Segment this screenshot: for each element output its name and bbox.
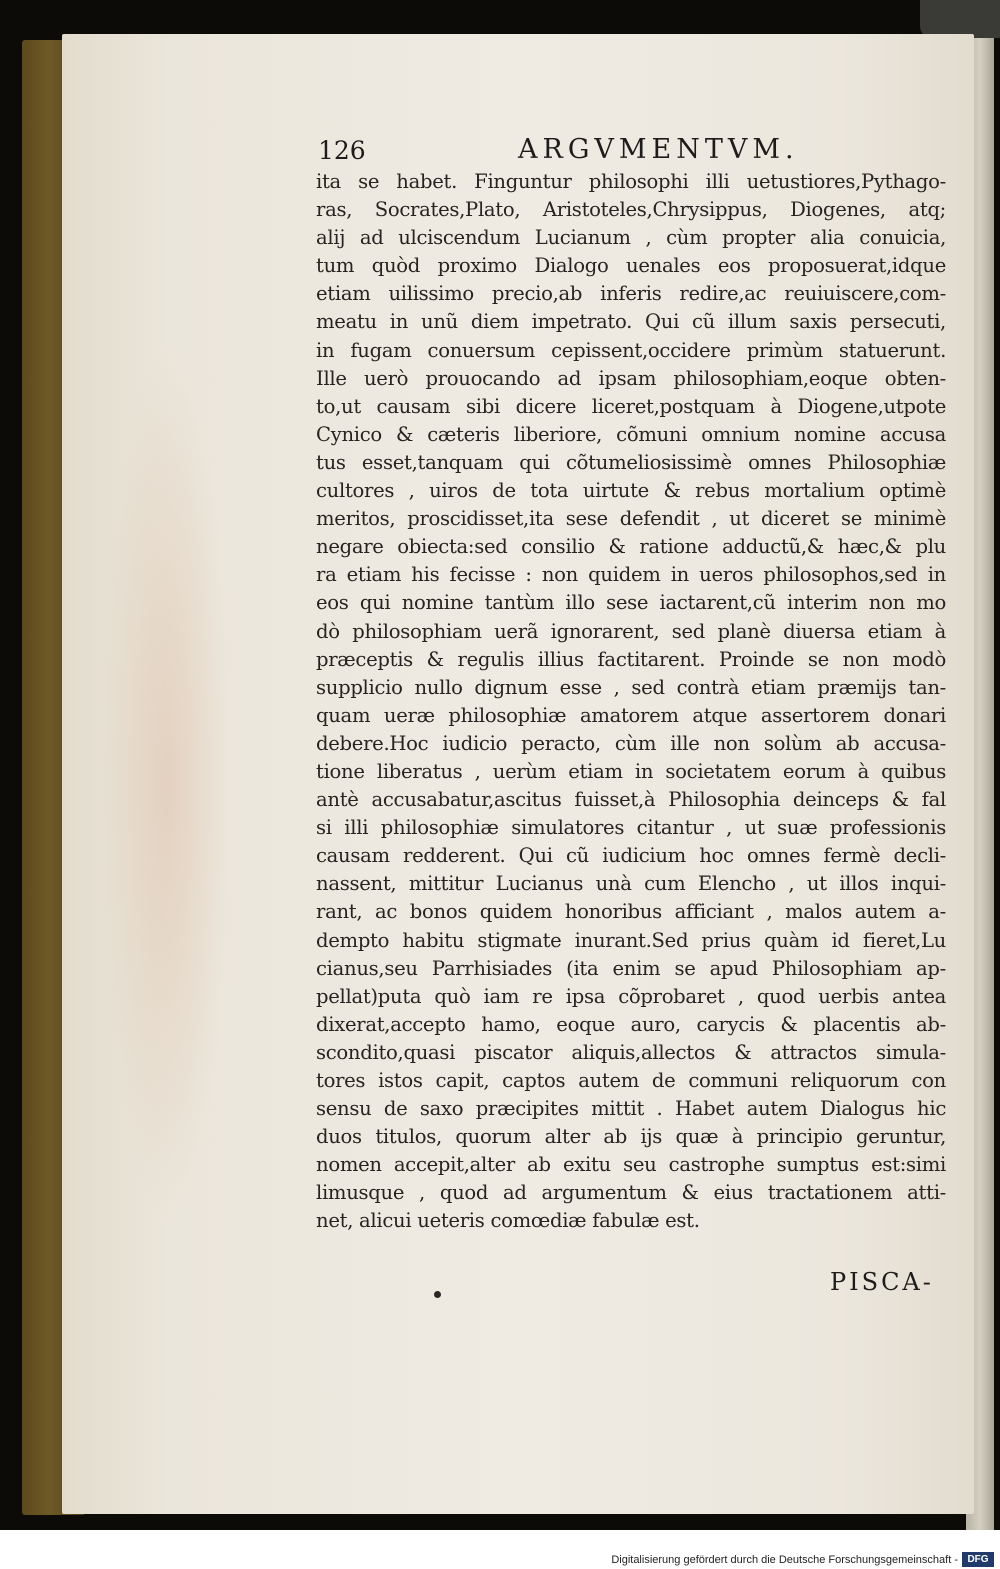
text-line: etiam uilissimo precio,ab inferis redire,ac reuiuiscere,com- <box>316 282 946 306</box>
text-line: Ille uerò prouocando ad ipsam philosophiam,eoque obten- <box>316 366 946 390</box>
text-line: rant, ac bonos quidem honoribus afficiant , malos autem a- <box>316 900 946 924</box>
funding-note: Digitalisierung gefördert durch die Deutsche Forschungsgemeinschaft - <box>611 1554 958 1566</box>
text-line: præceptis & regulis illius factitarent. Proinde se non modò <box>316 647 946 671</box>
text-line: ita se habet. Finguntur philosophi illi uetustiores,Pythago- <box>316 170 946 193</box>
text-line: cianus,seu Parrhisiades (ita enim se apud Philosophiam ap- <box>316 956 946 980</box>
text-line: tores istos capit, captos autem de communi reliquorum con <box>316 1069 946 1092</box>
text-line: tum quòd proximo Dialogo uenales eos proposuerat,idque <box>316 254 946 278</box>
text-line: alij ad ulciscendum Lucianum , cùm propter alia conuicia, <box>316 226 946 250</box>
text-line: sensu de saxo præcipites mittit . Habet autem Dialogus hic <box>316 1097 946 1121</box>
text-line: debere.Hoc iudicio peracto, cùm ille non solùm ab accusa- <box>316 731 946 755</box>
printer-dot-mark <box>434 1291 441 1298</box>
text-line: duos titulos, quorum alter ab ijs quæ à principio geruntur, <box>316 1125 946 1149</box>
text-line: causam redderent. Qui cũ iudicium hoc omnes fermè decli- <box>316 844 946 868</box>
text-line: ras, Socrates,Plato, Aristoteles,Chrysippus, Diogenes, atq; <box>316 198 946 222</box>
page-stack-top-corner <box>920 0 1000 38</box>
text-line: ra etiam his fecisse : non quidem in ueros philosophos,sed in <box>316 563 946 587</box>
page-header <box>318 134 938 170</box>
text-line: tione liberatus , uerùm etiam in societatem eorum à quibus <box>316 759 946 783</box>
text-line: to,ut causam sibi dicere liceret,postquam à Diogene,utpote <box>316 394 946 418</box>
text-line: tus esset,tanquam qui cõtumeliosissimè omnes Philosophiæ <box>316 450 946 474</box>
text-line: nomen accepit,alter ab exitu seu castrophe sumptus est:simi <box>316 1153 946 1177</box>
text-line: dò philosophiam uerã ignorarent, sed planè diuersa etiam à <box>316 619 946 643</box>
text-line: meatu in unũ diem impetrato. Qui cũ illum saxis persecuti, <box>316 310 946 334</box>
paper-stain <box>102 334 232 1234</box>
dfg-logo: DFG <box>962 1552 994 1567</box>
text-line: Cynico & cæteris liberiore, cõmuni omnium nomine accusa <box>316 422 946 446</box>
text-line: antè accusabatur,ascitus fuisset,à Philosophia deinceps & fal <box>316 788 946 812</box>
text-line: si illi philosophiæ simulatores citantur , ut suæ professionis <box>316 816 946 840</box>
text-line: dixerat,accepto hamo, eoque auro, carycis & placentis ab- <box>316 1012 946 1036</box>
text-line: supplicio nullo dignum esse , sed contrà etiam præmijs tan- <box>316 675 946 699</box>
text-line: cultores , uiros de tota uirtute & rebus mortalium optimè <box>316 479 946 503</box>
text-line: net, alicui ueteris comœdiæ fabulæ est. <box>316 1209 700 1233</box>
text-line: meritos, proscidisset,ita sese defendit , ut diceret se minimè <box>316 507 946 531</box>
text-line: quam ueræ philosophiæ amatorem atque assertorem donari <box>316 703 946 727</box>
text-line: limusque , quod ad argumentum & eius tractationem atti- <box>316 1181 946 1205</box>
running-title: ARGVMENTVM. <box>518 134 799 165</box>
page-number: 126 <box>318 136 366 165</box>
catchword: PISCA- <box>830 1268 934 1296</box>
text-line: in fugam conuersum cepissent,occidere primùm statuerunt. <box>316 338 946 362</box>
body-text <box>316 168 956 1236</box>
text-line: eos qui nomine tantùm illo sese iactarent,cũ interim non mo <box>316 591 946 615</box>
text-line: nassent, mittitur Lucianus unà cum Elencho , ut illos inqui- <box>316 872 946 896</box>
text-line: pellat)puta quò iam re ipsa cõprobaret , quod uerbis antea <box>316 984 946 1008</box>
text-line: scondito,quasi piscator aliquis,allectos & attractos simula- <box>316 1040 946 1064</box>
text-line: dempto habitu stigmate inurant.Sed prius quàm id fieret,Lu <box>316 928 946 952</box>
text-line: negare obiecta:sed consilio & ratione adductũ,& hæc,& plu <box>316 535 946 559</box>
